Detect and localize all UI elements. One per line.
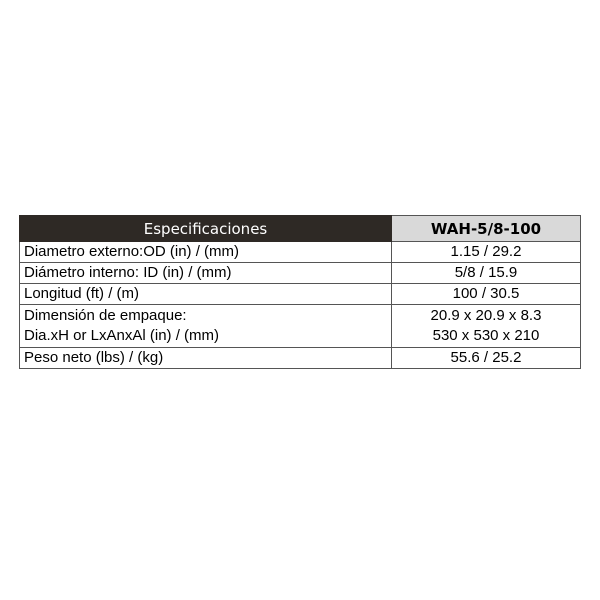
row-value-line-2: 530 x 530 x 210 (432, 327, 540, 344)
specifications-table (19, 215, 581, 369)
row-label: Diametro externo:OD (in) / (mm) (20, 242, 392, 263)
header-specifications: Especificaciones (20, 216, 392, 242)
row-label: Longitud (ft) / (m) (20, 284, 392, 305)
row-label: Peso neto (lbs) / (kg) (20, 348, 392, 369)
table-body (20, 242, 581, 369)
table-header (20, 216, 581, 242)
table-row-net-weight (20, 348, 581, 369)
table-row-inner-diameter (20, 263, 581, 284)
header-model: WAH-5/8-100 (392, 216, 581, 242)
row-label-line-2: Dia.xH or LxAnxAl (in) / (mm) (24, 327, 220, 344)
row-label: Diámetro interno: ID (in) / (mm) (20, 263, 392, 284)
table-row-length (20, 284, 581, 305)
row-label-line-1: Dimensión de empaque: (24, 307, 187, 324)
table-row-package-dimensions (20, 305, 581, 348)
row-value: 100 / 30.5 (392, 284, 581, 305)
table-row-outer-diameter (20, 242, 581, 263)
row-value-line-1: 20.9 x 20.9 x 8.3 (430, 307, 542, 324)
row-value: 55.6 / 25.2 (392, 348, 581, 369)
row-value (392, 305, 581, 348)
row-label (20, 305, 392, 348)
row-value: 5/8 / 15.9 (392, 263, 581, 284)
row-value: 1.15 / 29.2 (392, 242, 581, 263)
header-row (20, 216, 581, 242)
